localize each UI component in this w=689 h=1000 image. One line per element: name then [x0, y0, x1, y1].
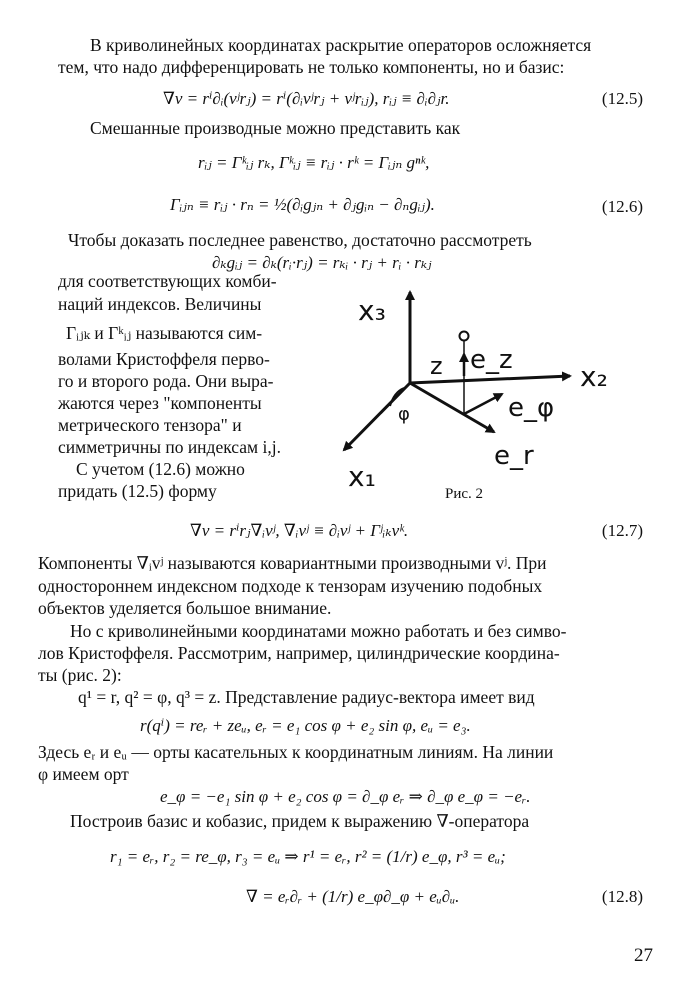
paragraph-line: Чтобы доказать последнее равенство, достаточно рассмотреть — [68, 230, 532, 250]
paragraph-line: симметричны по индексам i,j. — [58, 437, 281, 457]
page-number: 27 — [634, 945, 653, 966]
x1-label: x₁ — [348, 460, 376, 493]
er-label: e_r — [494, 441, 534, 471]
ephi-label: e_φ — [508, 393, 555, 423]
paragraph-line: Компоненты ∇ᵢvʲ называются ковариантными производными vʲ. При — [38, 553, 547, 573]
paragraph-line: придать (12.5) форму — [58, 481, 217, 501]
paragraph-line: для соответствующих комби- — [58, 271, 277, 291]
figure-caption: Рис. 2 — [445, 486, 484, 502]
paragraph-line: Но с криволинейными координатами можно работать и без симво- — [70, 621, 567, 641]
paragraph-line: В криволинейных координатах раскрытие операторов осложняется — [90, 35, 592, 55]
equation-number: (12.8) — [601, 887, 643, 906]
x3-label: x₃ — [358, 294, 386, 327]
cylindrical-coordinates-figure — [330, 280, 650, 500]
paragraph-line: Смешанные производные можно представить как — [90, 118, 461, 138]
paragraph-line: одностороннем индексном подходе к тензорам изучению подобных — [38, 576, 543, 596]
z-label: z — [430, 352, 443, 380]
paragraph-line: объектов уделяется большое внимание. — [38, 598, 332, 618]
paragraph-line: го и второго рода. Они выра- — [58, 371, 274, 391]
paragraph-line: Γᵢⱼₖ и Γᵏᵢⱼ называются сим- — [66, 323, 263, 343]
er-vector — [410, 383, 494, 432]
paragraph-line: Здесь eᵣ и eᵤ — орты касательных к координатным линиям. На линии — [38, 742, 554, 762]
equation-number: (12.7) — [601, 521, 643, 540]
paragraph-line: С учетом (12.6) можно — [76, 459, 245, 479]
equation-basis: r₁ = eᵣ, r₂ = re_φ, r₃ = eᵤ ⇒ r¹ = eᵣ, r² = (1/r) e_φ, r³ = eᵤ; — [110, 847, 506, 866]
equation-number: (12.5) — [601, 89, 643, 108]
paragraph-line: жаются через "компоненты — [58, 393, 262, 413]
equation-radius-vector: r(qⁱ) = reᵣ + zeᵤ, eᵣ = e₁ cos φ + e₂ sin φ, eᵤ = e₃. — [140, 716, 471, 735]
x2-label: x₂ — [580, 360, 608, 393]
paragraph-line: тем, что надо дифференцировать не только компоненты, но и базис: — [58, 57, 565, 77]
equation-ephi: e_φ = −e₁ sin φ + e₂ cos φ = ∂_φ eᵣ ⇒ ∂_φ e_φ = −eᵣ. — [160, 787, 531, 806]
equation-metric-derivative: ∂ₖgᵢⱼ = ∂ₖ(rᵢ·rⱼ) = rₖᵢ · rⱼ + rᵢ · rₖⱼ — [212, 253, 432, 272]
phi-label: φ — [398, 404, 410, 425]
point-marker — [460, 332, 469, 341]
paragraph-line: волами Кристоффеля перво- — [58, 349, 270, 369]
ephi-vector — [464, 394, 502, 414]
paragraph-line: φ имеем орт — [38, 764, 129, 784]
ez-label: e_z — [470, 345, 513, 375]
equation-number: (12.6) — [601, 197, 643, 216]
equation-christoffel: rᵢⱼ = Γᵏᵢⱼ rₖ, Γᵏᵢⱼ ≡ rᵢⱼ · rᵏ = Γᵢⱼₙ gⁿᵏ, — [198, 153, 430, 172]
paragraph-line: q¹ = r, q² = φ, q³ = z. Представление радиус-вектора имеет вид — [78, 687, 535, 707]
equation-12-6: Γᵢⱼₙ ≡ rᵢⱼ · rₙ = ½(∂ᵢgⱼₙ + ∂ⱼgᵢₙ − ∂ₙgᵢⱼ). — [170, 195, 435, 214]
equation-12-5: ∇v = rⁱ∂ᵢ(vʲrⱼ) = rⁱ(∂ᵢvʲrⱼ + vʲrᵢⱼ), rᵢⱼ ≡ ∂ᵢ∂ⱼr. — [163, 89, 450, 108]
equation-12-8: ∇ = eᵣ∂ᵣ + (1/r) e_φ∂_φ + eᵤ∂ᵤ. — [246, 887, 460, 906]
paragraph-line: наций индексов. Величины — [58, 294, 262, 314]
equation-12-7: ∇v = rⁱrⱼ∇ᵢvʲ, ∇ᵢvʲ ≡ ∂ᵢvʲ + Γʲᵢₖvᵏ. — [190, 521, 409, 540]
paragraph-line: Построив базис и кобазис, придем к выражению ∇-оператора — [70, 811, 530, 831]
paragraph-line: лов Кристоффеля. Рассмотрим, например, цилиндрические координа- — [38, 643, 560, 663]
paragraph-line: ты (рис. 2): — [38, 665, 122, 685]
paragraph-line: метрического тензора" и — [58, 415, 242, 435]
